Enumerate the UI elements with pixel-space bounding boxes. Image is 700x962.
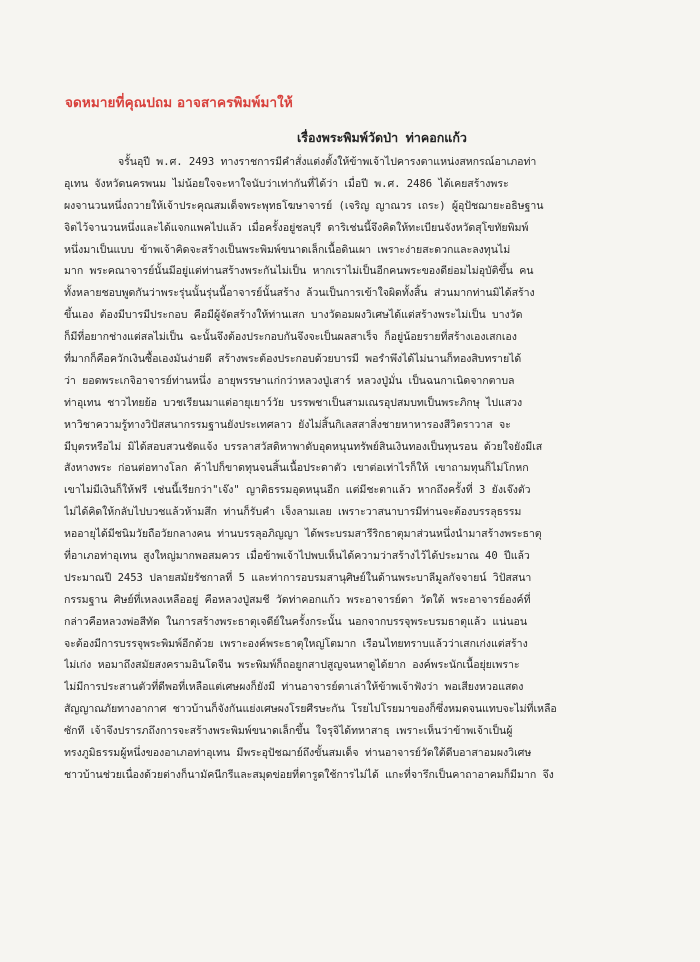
body-line: ทรงภูมิธรรมผู้หนึ่งของอาเภอท่าอุเทน มีพระอุปัชฌาย์ถึงขั้นสมเด็จ ท่านอาจารย์วัดใต้ดีบอาสาอมผงวิเศษ	[64, 747, 532, 760]
body-line: ไม่ได้คิดให้กลับไปบวชแล้วห้ามสึก ท่านก็รับคำ เจ็งลามเลย เพราะวาสนาบารมีท่านจะต้องบรรลุธรรม	[64, 506, 522, 519]
body-line: ก็มีที่อยากช่างแต่สลไม่เป็น ฉะนั้นจึงต้องประกอบกันจึงจะเป็นผลสาเร็จ ก็อยู่น้อยรายที่สร้างเองเสกเอง	[64, 331, 517, 344]
body-line: กรรมฐาน ศิษย์ที่เหลงเหลืออยู่ คือหลวงปู่สมชี วัดท่าคอกแก้ว พระอาจารย์ดา วัดใต้ พระอาจารย์องค์ที่	[64, 593, 531, 606]
body-line: ชาวบ้านช่วยเนื่องด้วยต่างก็นามัคนีกรีและสมุดข่อยที่ตารูดใช้การไม่ได้ แกะที่จารึกเป็นคาถาอาคมก็มีมาก จึง	[64, 768, 554, 781]
body-line: ท่าอุเทน ชาวไทยย้อ บวชเรียนมาแต่อายุเยาว์วัย บรรพชาเป็นสามเณรอุปสมบทเป็นพระภิกษุ ไปแสวง	[64, 396, 523, 409]
body-line: หาวิชาความรู้ทางวิปัสสนากรรมฐานยังประเทศลาว ยังไม่สิ้นกิเลสสาสิ่งชายหาหารองสีวิตราวาส จะ	[64, 418, 511, 431]
body-line: ไม่มีการประสานตัวที่ดีพอที่เหลือแต่เศษผงก็ยังมี ท่านอาจารย์ตาเล่าให้ข้าพเจ้าฟังว่า พอเสียงหวอแสดง	[64, 681, 524, 694]
body-line: เขาไม่มีเงินก็ให้ฟรี เช่นนี้เรียกว่า"เจ๊ง" ญาติธรรมอุดหนุนอีก แต่มีชะตาแล้ว หากถึงครั้งที่ 3 ยังเจ๊งตัว	[64, 484, 531, 497]
body-line: ที่อาเภอท่าอุเทน สูงใหญ่มากพอสมควร เมื่อข้าพเจ้าไปพบเห็นได้ความว่าสร้างไว้ได้ประมาณ 40 ปีแล้ว	[64, 550, 530, 563]
body-line: ขึ้นเอง ต้องมีบารมีประกอบ คือมีผู้จัดสร้างให้ท่านเสก บางวัดอมผงวิเศษได้แต่สร้างพระไม่เป็น บางวัด	[64, 309, 523, 322]
body-line: สังหางพระ ก่อนต่อทางโลก ค้าไปก็ขาดทุนจนสิ้นเนื้อประดาตัว เขาต่อเท่าไรก็ให้ เขาถามทุนก็ไม่โกหก	[64, 462, 529, 475]
body-line: หนึ่งมาเป็นแบบ ข้าพเจ้าคิดจะสร้างเป็นพระพิมพ์ขนาดเล็กเนื้อดินเผา เพราะง่ายสะดวกและลงทุนไม่	[64, 243, 511, 256]
body-line: ผงจานวนหนึ่งถวายให้เจ้าประคุณสมเด็จพระพุทธโฆษาจารย์ (เจริญ ญาณวร เถระ) ผู้อุปัชฌายะอธิษฐาน	[64, 199, 544, 212]
body-line: อุเทน จังหวัดนครพนม ไม่น้อยใจจะหาใจนับว่าเท่ากันที่ได้ว่า เมื่อปี พ.ศ. 2486 ได้เคยสร้างพระ	[64, 177, 509, 190]
body-line: จะต้องมีการบรรจุพระพิมพ์อีกด้วย เพราะองค์พระธาตุใหญ่โตมาก เรือนไทยทราบแล้วว่าเสกเก่งแต่สร้าง	[64, 637, 528, 650]
body-line: จรั้นอุปี พ.ศ. 2493 ทางราชการมีคำสั่งแต่งตั้งให้ข้าพเจ้าไปคารงตาแหน่งสหกรณ์อาเภอท่า	[118, 156, 537, 168]
body-line: ซักที เจ้าจึงปรารภถึงการจะสร้างพระพิมพ์ขนาดเล็กขึ้น ใจรุจิได้ทหาสาธุ เพราะเห็นว่าข้าพเจ้าเป็นผู้	[64, 725, 513, 738]
document-body	[64, 152, 652, 787]
body-line: ว่า ยอดพระเกจิอาจารย์ท่านหนึ่ง อายุพรรษาแก่กว่าหลวงปู่เสาร์ หลวงปู่มั่น เป็นฉนกาเนิดจากตาบล	[64, 374, 515, 387]
body-line: หออายุได้มีชนิมวัยถือวัยกลางคน ท่านบรรลุอภิญญา ได้พระบรมสารีริกธาตุมาส่วนหนึ่งนำมาสร้างพระธาตุ	[64, 528, 542, 541]
body-line: สัญญาณภัยทางอากาศ ชาวบ้านก็จังกันแย่งเศษผงโรยศีรษะกัน โรยไปโรยมาของก็ซึ่งหมดจนแทบจะไม่ที่เหลือ	[64, 703, 557, 716]
body-line: กล่าวคือหลวงพ่อสีทัด ในการสร้างพระธาตุเจดีย์ในครั้งกระนั้น นอกจากบรรจุพระบรมธาตุแล้ว แน่นอน	[64, 615, 528, 628]
body-line: มาก พระคณาจารย์นั้นมีอยู่แต่ท่านสร้างพระกันไม่เป็น หากเราไม่เป็นอีกคนพระของดีย่อมไม่อุบัติขึ้น คน	[64, 265, 534, 278]
body-line: ประมาณปี 2453 ปลายสมัยรัชกาลที่ 5 และท่าการอบรมสานุศิษย์ในด้านพระบาลีมูลกัจจายน์ วิปัสสนา	[64, 571, 532, 584]
body-line: ทั้งหลายชอบพูดกันว่าพระรุ่นนั้นรุ่นนี้อาจารย์นั้นสร้าง ล้วนเป็นการเข้าใจผิดทั้งสิ้น ส่วนมากท่านมิได้สร้าง	[64, 287, 535, 300]
letter-heading: จดหมายที่คุณปถม อาจสาครพิมพ์มาให้	[65, 95, 293, 111]
body-line: ที่มากก็คือควักเงินซื้อเองมันง่ายดี สร้างพระต้องประกอบด้วยบารมี พอรำพึงได้ไม่นานก็ทองสิบทรายได้	[64, 353, 522, 366]
body-line: มีบุตรหรือไม่ มิได้สอบสวนชัดแจ้ง บรรลาสวัสดิหาพาดับอุดหนุนทรัพย์สินเงินทองเป็นทุนรอน ด้วยใจยังมีเส	[64, 440, 543, 453]
body-line: ไม่เก่ง หอมาถึงสมัยสงครามอินโดจีน พระพิมพ์ก็ถอยูกสาปสูญจนหาดูได้ยาก องค์พระนักเนื้อยุ่ยเพราะ	[64, 659, 520, 672]
body-line: จิตไว้จานวนหนึ่งและได้แจกแพคไปแล้ว เมื่อครั้งอยู่ชลบุรี ดาริเช่นนี้จึงคิดให้ทะเบียนจังหวัดสุโขทัยพิมพ์	[64, 221, 529, 234]
document-title: เรื่องพระพิมพ์วัดป่า ท่าคอกแก้ว	[297, 130, 467, 145]
